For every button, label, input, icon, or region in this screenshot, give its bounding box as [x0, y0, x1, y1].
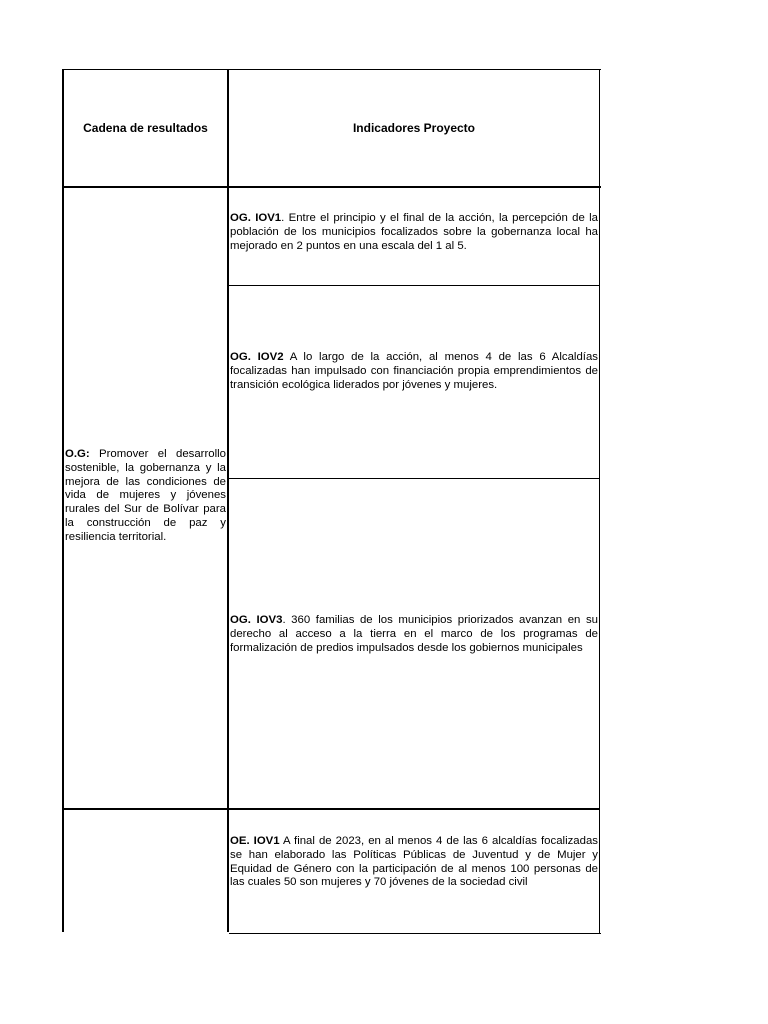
- indicator-text: . 360 familias de los municipios priorizados avanzan en su derecho al acceso a la tierra en el marco de los programas de formalización de predios impulsados desde los gobiernos municipales: [230, 614, 598, 654]
- row-divider-2: [229, 478, 600, 479]
- general-objective: [64, 448, 227, 545]
- indicator-og-iov1: [229, 212, 599, 253]
- table-right-border: [599, 69, 600, 934]
- header-results-chain: Cadena de resultados: [83, 121, 208, 135]
- indicator-code: OE. IOV1: [230, 835, 280, 847]
- column-divider: [227, 69, 229, 932]
- indicator-text: A lo largo de la acción, al menos 4 de las 6 Alcaldías focalizadas han impulsado con financiación propia emprendimientos de transición ecológica liderados por jóvenes y mujeres.: [230, 351, 598, 391]
- header-project-indicators: Indicadores Proyecto: [352, 121, 476, 135]
- indicator-text: A final de 2023, en al menos 4 de las 6 alcaldías focalizadas se han elaborado las Políticas Públicas de Juventud y de Mujer y Equidad de Género con la participación de al menos 100 personas de las cuales 50 son mujeres y 70 jóvenes de la sociedad civil: [230, 835, 599, 889]
- objective-text: Promover el desarrollo sostenible, la gobernanza y la mejora de las condiciones de vida de mujeres y jóvenes rurales del Sur de Bolívar para la construcción de paz y resiliencia territorial.: [65, 448, 226, 543]
- objective-bottom-border: [62, 808, 600, 810]
- indicator-code: OG. IOV1: [230, 212, 282, 224]
- indicator-oe-iov1: [229, 835, 599, 890]
- header-bottom-border: [62, 186, 601, 188]
- table-bottom-border: [229, 933, 601, 934]
- indicator-text: . Entre el principio y el final de la acción, la percepción de la población de los municipios focalizados sobre la gobernanza local ha mejorado en 2 puntos en una escala del 1 al 5.: [230, 212, 598, 252]
- indicator-code: OG. IOV2: [230, 351, 284, 363]
- indicator-og-iov3: [229, 614, 599, 655]
- indicator-code: OG. IOV3: [230, 614, 283, 626]
- indicator-og-iov2: [229, 351, 599, 392]
- objective-code: O.G:: [65, 448, 90, 460]
- row-divider-1: [229, 285, 600, 286]
